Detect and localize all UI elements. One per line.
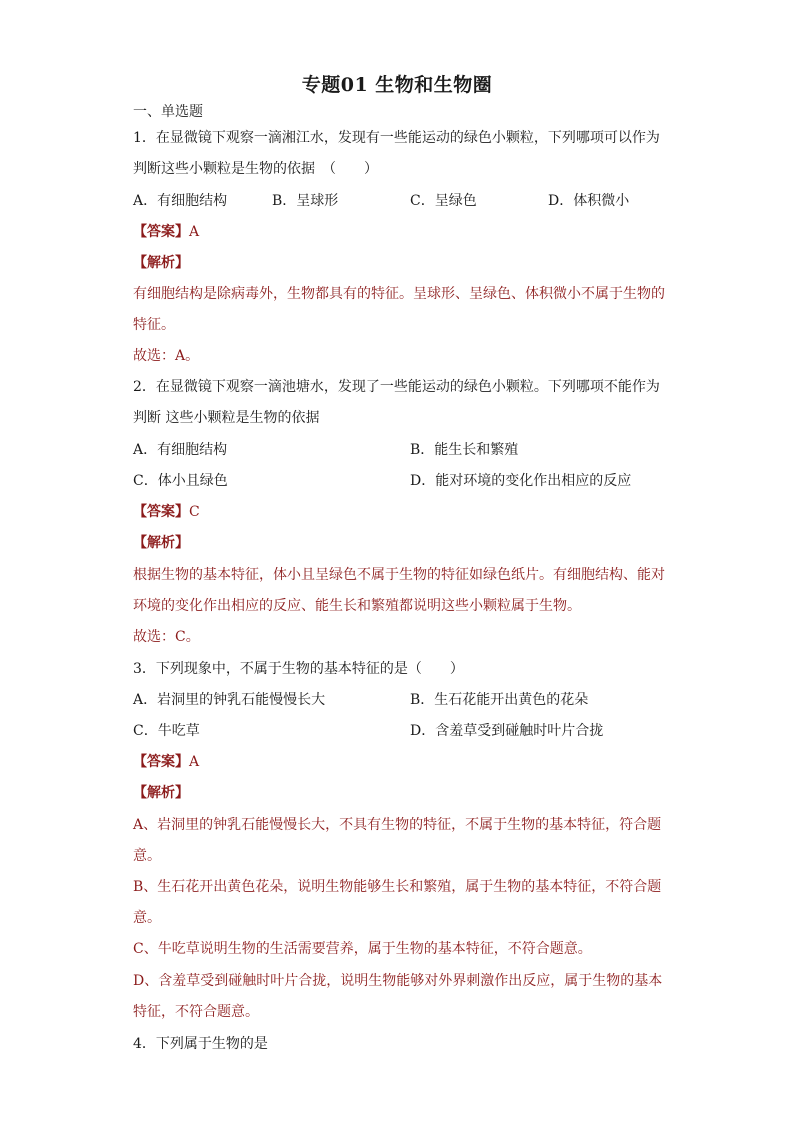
- q1-option-b: B．呈球形: [272, 193, 339, 209]
- q2-option-c: C．体小且绿色: [133, 473, 228, 489]
- q1-option-a: A．有细胞结构: [133, 193, 228, 209]
- q2-option-d: D．能对环境的变化作出相应的反应: [410, 473, 632, 489]
- q3-analysis-a-line1: A、岩洞里的钟乳石能慢慢长大，不具有生物的特征，不属于生物的基本特征，符合题: [133, 817, 662, 833]
- q1-analysis-tag: 【解析】: [133, 255, 189, 271]
- q3-analysis-b-line1: B、生石花开出黄色花朵，说明生物能够生长和繁殖，属于生物的基本特征，不符合题: [133, 879, 662, 895]
- q3-option-b: B．生石花能开出黄色的花朵: [410, 692, 589, 708]
- q2-answer-value: C: [189, 504, 200, 520]
- q1-stem-line2: 判断这些小颗粒是生物的依据 （ ）: [133, 161, 378, 177]
- q2-conclusion: 故选：C。: [133, 629, 200, 645]
- q3-answer: [133, 752, 199, 772]
- q3-answer-value: A: [189, 754, 200, 770]
- q1-answer: [133, 222, 199, 242]
- page-title: 专题01 生物和生物圈: [301, 74, 493, 96]
- q2-option-a: A．有细胞结构: [133, 442, 228, 458]
- q1-analysis-line1: 有细胞结构是除病毒外，生物都具有的特征。呈球形、呈绿色、体积微小不属于生物的: [133, 286, 665, 302]
- q2-analysis-line2: 环境的变化作出相应的反应、能生长和繁殖都说明这些小颗粒属于生物。: [133, 598, 581, 614]
- q1-conclusion: 故选：A。: [133, 348, 200, 364]
- q3-option-d: D．含羞草受到碰触时叶片合拢: [410, 723, 604, 739]
- q1-option-d: D．体积微小: [548, 193, 630, 209]
- q3-option-c: C．牛吃草: [133, 723, 200, 739]
- q1-answer-value: A: [189, 224, 200, 240]
- q1-stem-line1: 1．在显微镜下观察一滴湘江水，发现有一些能运动的绿色小颗粒，下列哪项可以作为: [133, 130, 660, 146]
- q3-analysis-d-line2: 特征，不符合题意。: [133, 1004, 259, 1020]
- q2-option-b: B．能生长和繁殖: [410, 442, 519, 458]
- q3-analysis-tag: 【解析】: [133, 785, 189, 801]
- q1-option-c: C．呈绿色: [410, 193, 477, 209]
- q2-stem-line2: 判断 这些小颗粒是生物的依据: [133, 410, 320, 426]
- q3-stem-line1: 3．下列现象中，不属于生物的基本特征的是（ ）: [133, 661, 464, 677]
- q1-analysis-line2: 特征。: [133, 317, 175, 333]
- q2-analysis-line1: 根据生物的基本特征，体小且呈绿色不属于生物的特征如绿色纸片。有细胞结构、能对: [133, 567, 665, 583]
- q2-answer: [133, 502, 200, 522]
- q2-analysis-tag: 【解析】: [133, 535, 189, 551]
- q3-analysis-a-line2: 意。: [133, 848, 161, 864]
- q4-stem-line1: 4．下列属于生物的是: [133, 1036, 268, 1052]
- q2-stem-line1: 2．在显微镜下观察一滴池塘水，发现了一些能运动的绿色小颗粒。下列哪项不能作为: [133, 379, 660, 395]
- q1-answer-tag: 【答案】: [133, 224, 189, 240]
- q3-option-a: A．岩洞里的钟乳石能慢慢长大: [133, 692, 326, 708]
- q3-answer-tag: 【答案】: [133, 754, 189, 770]
- section-heading: 一、单选题: [133, 104, 203, 120]
- q3-analysis-c-line1: C、牛吃草说明生物的生活需要营养，属于生物的基本特征，不符合题意。: [133, 941, 592, 957]
- q3-analysis-d-line1: D、含羞草受到碰触时叶片合拢，说明生物能够对外界刺激作出反应，属于生物的基本: [133, 973, 663, 989]
- q3-analysis-b-line2: 意。: [133, 910, 161, 926]
- q2-answer-tag: 【答案】: [133, 504, 189, 520]
